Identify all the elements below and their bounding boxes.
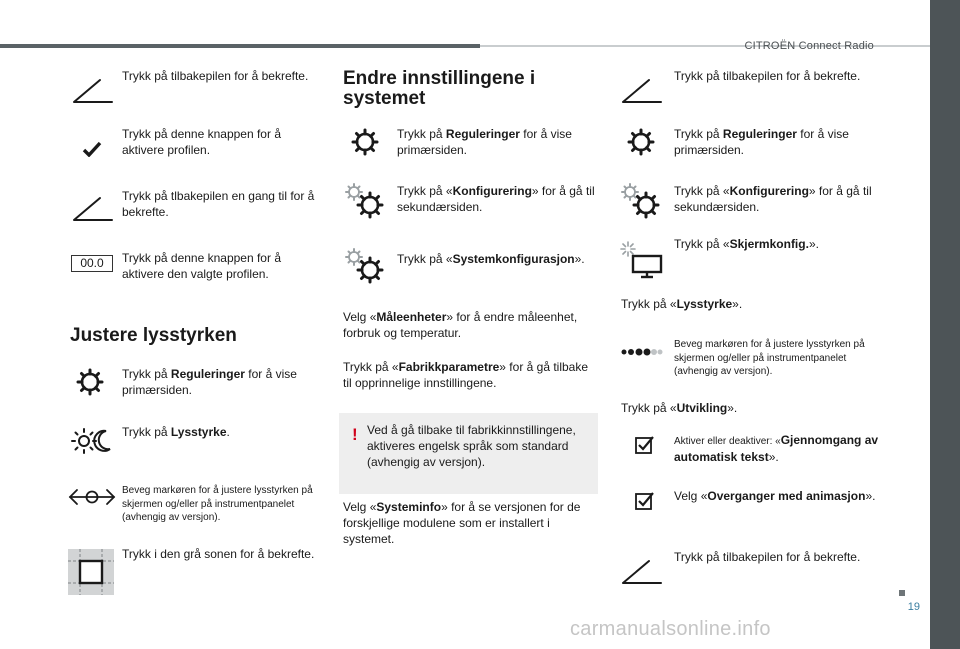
- header-title: CITROËN Connect Radio: [744, 40, 874, 52]
- back-arrow-icon: [70, 78, 114, 104]
- checkbox-checked-icon: [635, 491, 655, 511]
- col2-step-a: Trykk på Reguleringer for å vise primærsiden.: [397, 127, 572, 157]
- col3-step-e: Trykk på «Lysstyrke».: [621, 297, 743, 311]
- col3-step-b: Trykk på Reguleringer for å vise primærsiden.: [674, 127, 849, 157]
- settings-gear-icon: [351, 128, 379, 156]
- page-number: 19: [907, 601, 920, 613]
- col3-step-j: Trykk på tilbakepilen for å bekrefte.: [674, 550, 861, 564]
- col3-step-i: Velg «Overganger med animasjon».: [674, 489, 876, 503]
- checkmark-icon: [82, 141, 102, 157]
- col3-step-a: Trykk på tilbakepilen for å bekrefte.: [674, 69, 861, 83]
- col1-brightness-step-2: Trykk på Lysstyrke.: [122, 425, 230, 439]
- col3-step-g: Trykk på «Utvikling».: [621, 401, 738, 415]
- config-gears-icon: [343, 181, 387, 221]
- col2-para-sysinfo: Velg «Systeminfo» for å se versjonen for de forskjellige modulene som er installert i systemet.: [343, 500, 581, 546]
- back-arrow-icon: [619, 559, 663, 585]
- grey-zone-icon: [68, 549, 114, 595]
- col1-item-2: Trykk på denne knappen for å aktivere profilen.: [122, 127, 281, 157]
- col1-brightness-step-1: Trykk på Reguleringer for å vise primærsiden.: [122, 367, 297, 397]
- col2-step-b: Trykk på «Konfigurering» for å gå til sekundærsiden.: [397, 184, 595, 214]
- screen-config-icon: [619, 240, 665, 280]
- col1-item-3: Trykk på tlbakepilen en gang til for å bekrefte.: [122, 189, 315, 219]
- config-gears-icon: [619, 181, 663, 221]
- back-arrow-icon: [619, 78, 663, 104]
- col2-para-units: Velg «Måleenheter» for å endre måleenhet, forbruk og temperatur.: [343, 310, 578, 340]
- col1-brightness-step-3: Beveg markøren for å justere lysstyrken på skjermen og/eller på instrumentpanelet (avhengig av versjon).: [122, 485, 313, 523]
- col3-step-c: Trykk på «Konfigurering» for å gå til sekundærsiden.: [674, 184, 872, 214]
- side-tab: [930, 0, 960, 649]
- settings-gear-icon: [627, 128, 655, 156]
- brightness-level-icon: [620, 347, 664, 357]
- col1-item-1: Trykk på tilbakepilen for å bekrefte.: [122, 69, 309, 83]
- settings-gear-icon: [76, 368, 104, 396]
- slider-cursor-icon: [68, 486, 116, 508]
- section-title-system-line2: systemet: [343, 88, 426, 109]
- watermark: carmanualsonline.info: [570, 618, 771, 640]
- col1-item-4: Trykk på denne knappen for å aktivere den valgte profilen.: [122, 251, 281, 281]
- value-display-box: 00.0: [71, 255, 113, 272]
- back-arrow-icon: [70, 196, 114, 222]
- section-title-brightness: Justere lysstyrken: [70, 325, 237, 346]
- col3-step-d: Trykk på «Skjermkonfig.».: [674, 237, 819, 251]
- brightness-sun-moon-icon: [70, 427, 114, 455]
- checkbox-checked-icon: [635, 435, 655, 455]
- col1-brightness-step-4: Trykk i den grå sonen for å bekrefte.: [122, 547, 315, 561]
- col2-para-factory: Trykk på «Fabrikkparametre» for å gå tilbake til opprinnelige innstillingene.: [343, 360, 589, 390]
- config-gears-icon: [343, 246, 387, 286]
- page-marker: [899, 590, 905, 596]
- warning-icon: !: [352, 425, 358, 444]
- col3-step-h: Aktiver eller deaktiver: «Gjennomgang av automatisk tekst».: [674, 433, 879, 464]
- section-title-system-line1: Endre innstillingene i: [343, 68, 536, 89]
- header-rule: [0, 44, 480, 48]
- note-text: Ved å gå tilbake til fabrikkinnstillingene, aktiveres engelsk språk som standard (avhengig av versjon).: [367, 423, 576, 469]
- col2-step-c: Trykk på «Systemkonfigurasjon».: [397, 252, 585, 266]
- col3-step-f: Beveg markøren for å justere lysstyrken på skjermen og/eller på instrumentpanelet (avhengig av versjon).: [674, 339, 865, 377]
